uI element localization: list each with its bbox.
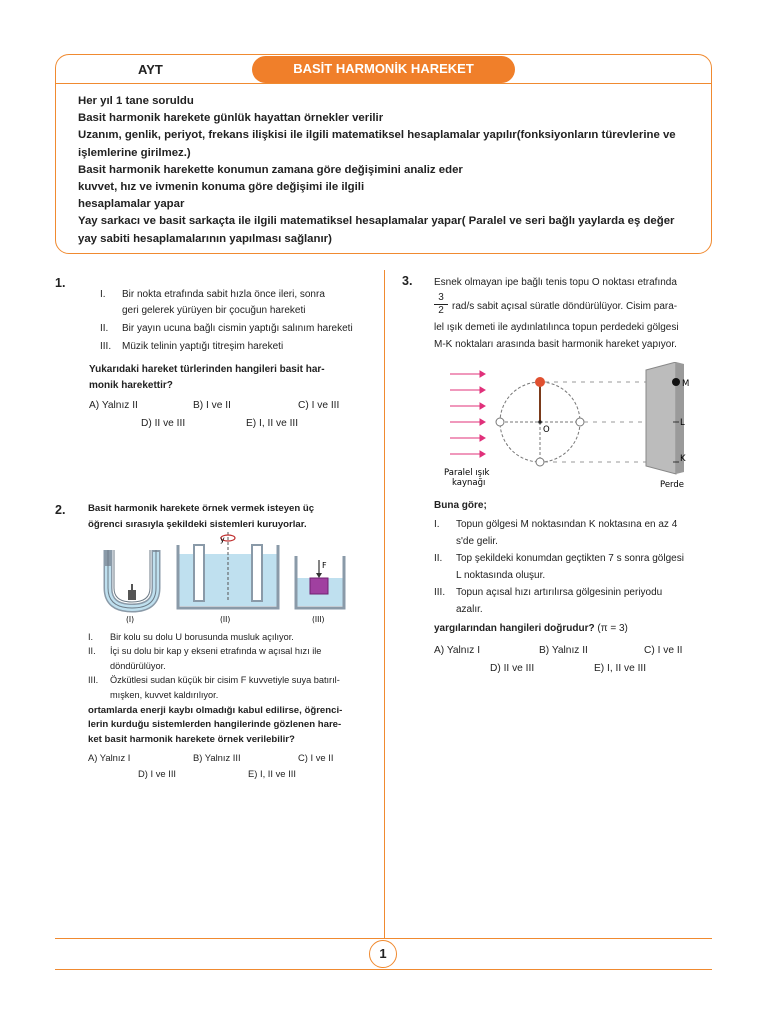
q3-option-d[interactable]: D) II ve III [490,663,535,674]
q1-option-c[interactable]: C) I ve III [298,400,340,411]
q2-option-b[interactable]: B) Yalnız III [193,752,241,763]
q2-option-e[interactable]: E) I, II ve III [248,768,296,779]
header-divider [55,83,712,84]
summary-line: Her yıl 1 tane soruldu [78,95,194,107]
q3-option-c[interactable]: C) I ve II [644,645,683,656]
question-3-intro-line3: lel ışık demeti ile aydınlatılınca topun perdedeki gölgesi [434,322,679,333]
footer-line-top [55,938,712,939]
topic-summary [78,93,703,248]
figure-label-3: (III) [312,615,325,624]
q3-option-b[interactable]: B) Yalnız II [539,645,588,656]
q2-option-c[interactable]: C) I ve II [298,752,334,763]
q2-option-d[interactable]: D) I ve III [138,768,177,779]
question-3-intro: Esnek olmayan ipe bağlı tenis topu O noktası etrafında [434,277,677,288]
center-point [538,420,542,424]
q2-option-a[interactable]: A) Yalnız I [88,752,131,763]
tennis-ball [535,377,545,387]
question-3-intro-line4: M-K noktaları arasında basit harmonik hareket yapıyor. [434,339,677,350]
force-arrow-icon [316,573,322,578]
rotating-container-system [178,532,278,608]
svg-text:y: y [220,535,225,544]
question-3-items: I. Topun gölgesi M noktasından K noktasına en az 4 s'de gelir. II. Top şekildeki konumdan geçtikten 7 s sonra gölgesi L noktasında oluşur. III. Topun açısal hızı artırılırsa gölgesinin periyodu azalır. [434,519,684,615]
summary-line: yay sabiti hesaplamalarının yapılması sağlanır) [78,232,332,245]
fraction: 3 2 [434,292,448,317]
summary-line: Yay sarkacı ve basit sarkaçta ile ilgili matematiksel hesaplamalar yapar( Paralel ve seri bağlı yaylarda eş değer [78,215,675,228]
svg-text:L: L [680,418,685,428]
svg-text:F: F [322,561,327,570]
svg-text:M: M [682,379,690,389]
question-1-items: I. Bir nokta etrafında sabit hızla önce ileri, sonra geri gelerek yürüyen bir çocuğun hareketi II. Bir yayın ucuna bağlı cismin yaptığı salınım hareketi III. Müzik telinin yaptığı titreşim hareketi [100,289,353,352]
q1-option-a[interactable]: A) Yalnız II [89,400,138,411]
question-2-figure [100,530,350,625]
question-3-intro-line2: rad/s sabit açısal süratle döndürülüyor. Cisim para- [452,301,678,312]
question-2-prompt: ortamlarda enerji kaybı olmadığı kabul edilirse, öğrenci- lerin kurduğu sistemlerden hangilerinde gözlenen hare- ket basit harmonik harekete örnek verilebilir? [88,705,343,745]
valve-icon [128,590,136,600]
column-divider [384,270,385,938]
light-source-label: Paralel ışık [444,468,490,478]
parallel-light-rays [450,371,485,457]
summary-line: Basit harmonik harekete günlük hayattan örnekler verilir [78,112,384,125]
question-3-prompt: yargılarından hangileri doğrudur? (π = 3) [434,623,628,634]
exam-label: AYT [138,62,163,77]
u-tube-system [108,550,156,608]
q1-option-e[interactable]: E) I, II ve III [246,418,299,429]
shadow-point-m [672,378,680,386]
screen [646,362,676,474]
question-1-prompt: Yukarıdaki hareket türlerinden hangileri basit har- monik harekettir? [89,364,325,391]
summary-line: hesaplamalar yapar [78,198,185,211]
svg-text:K: K [680,454,686,464]
q1-option-b[interactable]: B) I ve II [193,400,231,411]
light-source-label-2: kaynağı [452,478,486,488]
svg-text:O: O [543,425,550,435]
floating-block [310,578,328,594]
summary-line: Basit harmonik harekette konumun zamana göre değişimini analiz eder [78,163,463,176]
question-2-intro: Basit harmonik harekete örnek vermek isteyen üç öğrenci sırasıyla şekildeki sistemleri kuruyorlar. [88,503,315,530]
figure-label-2: (II) [220,615,231,624]
q3-option-a[interactable]: A) Yalnız I [434,645,481,656]
question-3-number: 3. [402,274,413,288]
topic-title: BASİT HARMONİK HAREKET [252,56,515,83]
question-3-figure [440,362,712,492]
summary-line: işlemlerine girilmez.) [78,146,191,159]
figure-label-1: (I) [126,615,135,624]
page-number: 1 [369,940,397,968]
footer-line-bottom [55,969,712,970]
question-1-number: 1. [55,276,66,290]
screen-label: Perde [660,480,685,490]
summary-line: Uzanım, genlik, periyot, frekans ilişkisi ile ilgili matematiksel hesaplamalar yapılır(fonksiyonların türevlerine ve [78,129,676,142]
question-3-lead: Buna göre; [434,500,487,511]
summary-line: kuvvet, hız ve ivmenin konuma göre değişimi ile ilgili [78,181,365,194]
q3-option-e[interactable]: E) I, II ve III [594,663,647,674]
question-2-items: I. Bir kolu su dolu U borusunda musluk açılıyor. II. İçi su dolu bir kap y ekseni etrafında w açısal hızı ile döndürülüyor. III. Özkütlesi sudan küçük bir cisim F kuvvetiyle suya batırıl- mışken, kuvvet kaldırılıyor. [88,632,340,700]
q1-option-d[interactable]: D) II ve III [141,418,186,429]
floating-object-system [296,556,344,608]
question-2-number: 2. [55,503,66,517]
